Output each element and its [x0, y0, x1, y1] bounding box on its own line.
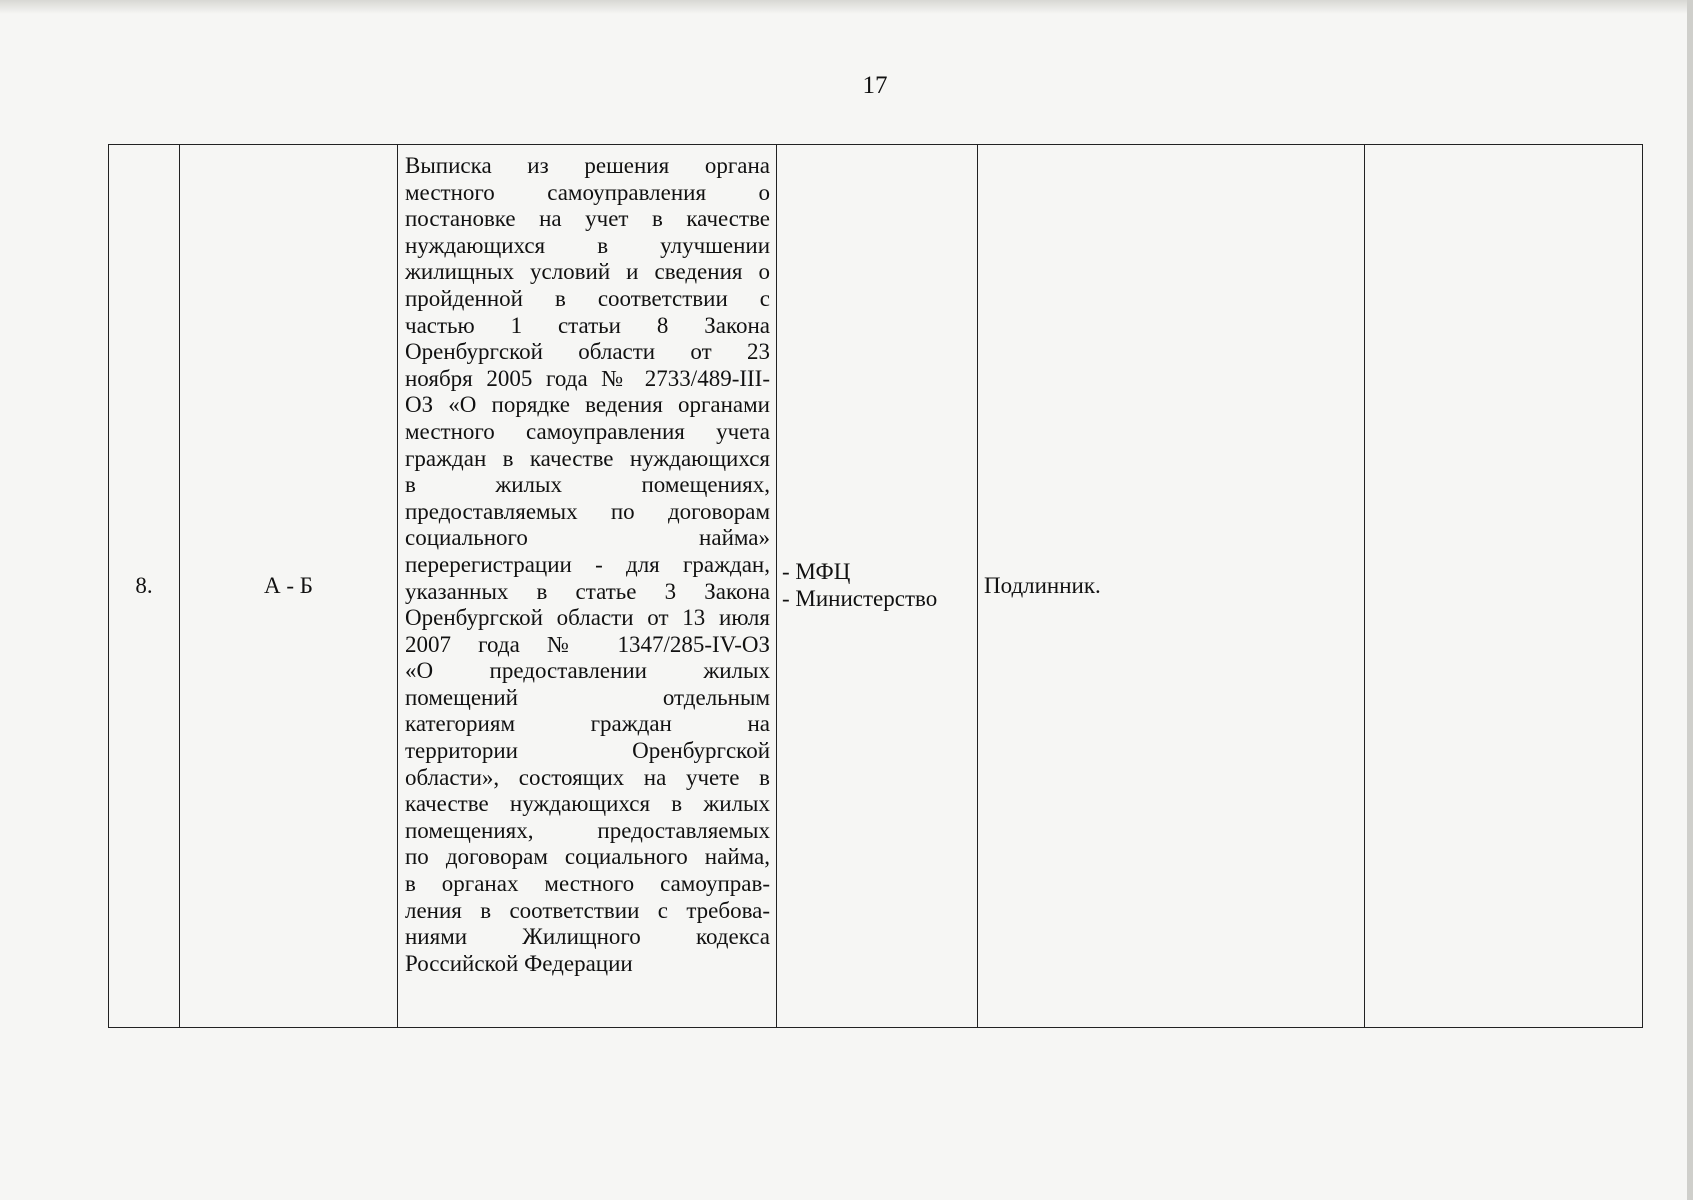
description-line: в органах местного самоуправ- [405, 871, 770, 897]
page-number: 17 [862, 72, 888, 99]
description-cell [398, 145, 777, 1028]
organization-item: - МФЦ [782, 559, 851, 585]
description-line: качестве нуждающихся в жилых [405, 791, 770, 817]
organization-item: - Министерство [782, 586, 938, 611]
description-line: категориям граждан на [405, 711, 770, 737]
description-line: Оренбургской области от 23 [405, 339, 770, 365]
organizations-cell [777, 145, 978, 1028]
description-line: ниями Жилищного кодекса [405, 924, 770, 950]
description-text [405, 153, 770, 977]
description-line: ноября 2005 года № 2733/489-III- [405, 365, 770, 391]
scan-right-edge [1687, 0, 1693, 1200]
description-line: предоставляемых по договорам [405, 498, 770, 524]
description-line: ления в соответствии с требова- [405, 897, 770, 923]
description-line: 2007 года № 1347/285-IV-ОЗ [405, 631, 770, 657]
description-line: указанных в статье 3 Закона [405, 578, 770, 604]
description-line: в жилых помещениях, [405, 472, 770, 498]
description-line: области», состоящих на учете в [405, 764, 770, 790]
description-line: ОЗ «О порядке ведения органами [405, 392, 770, 418]
extra-cell [1365, 145, 1643, 1028]
category-cell: А - Б [180, 145, 398, 1028]
description-line: социального найма» [405, 525, 770, 551]
description-line: помещений отдельным [405, 684, 770, 710]
description-line: Оренбургской области от 13 июля [405, 605, 770, 631]
description-line: граждан в качестве нуждающихся [405, 445, 770, 471]
description-line: «О предоставлении жилых [405, 658, 770, 684]
description-line: по договорам социального найма, [405, 844, 770, 870]
document-form-cell: Подлинник. [978, 145, 1365, 1028]
description-line: перерегистрации - для граждан, [405, 551, 770, 577]
description-line: местного самоуправления о [405, 179, 770, 205]
description-line: частью 1 статьи 8 Закона [405, 312, 770, 338]
description-line: Выписка из решения органа [405, 153, 770, 178]
description-line: помещениях, предоставляемых [405, 817, 770, 843]
description-line: территории Оренбургской [405, 738, 770, 764]
description-line: Российской Федерации [405, 950, 633, 976]
description-line: нуждающихся в улучшении [405, 232, 770, 258]
row-number-cell: 8. [109, 145, 180, 1028]
document-table [108, 144, 1643, 1028]
scan-top-edge [0, 0, 1693, 14]
description-line: местного самоуправления учета [405, 418, 770, 444]
description-line: жилищных условий и сведения о [405, 259, 770, 285]
table-row [109, 145, 1643, 1028]
description-line: постановке на учет в качестве [405, 206, 770, 232]
description-line: пройденной в соответствии с [405, 285, 770, 311]
